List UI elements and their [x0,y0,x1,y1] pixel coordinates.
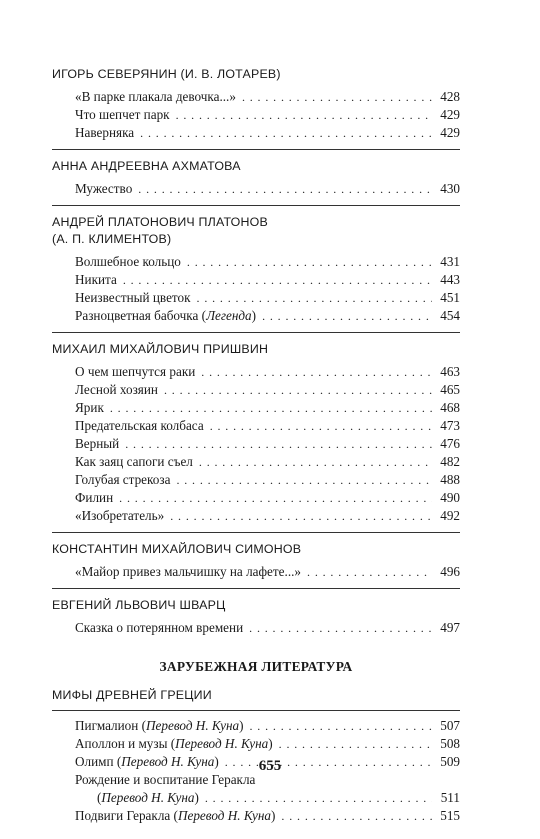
author-heading: ИГОРЬ СЕВЕРЯНИН (И. В. ЛОТАРЕВ) [52,67,281,81]
entry-page: 473 [440,418,460,433]
entry-page: 508 [440,736,460,751]
entry-title [75,735,273,753]
entry-page: 496 [440,564,460,579]
entry-title-pre: ( [97,790,102,805]
toc-entry [75,381,460,399]
author-block [52,64,460,142]
entry-title: Верный [75,436,120,451]
entry-title [75,307,256,325]
author-block [52,212,460,325]
leader-dots [176,471,432,489]
leader-dots [262,307,432,325]
entry-page: 490 [440,490,460,505]
entry-title: О чем шепчутся раки [75,364,196,379]
entry-page: 497 [440,620,460,635]
author-heading: АНДРЕЙ ПЛАТОНОВИЧ ПЛАТОНОВ [52,215,268,229]
table-of-contents [52,64,460,825]
entry-title: «Изобретатель» [75,508,165,523]
entry-title-text: Пигмалион ( [75,718,147,733]
entry-title-italic: Перевод Н. Куна [146,718,240,733]
entry-title [75,717,244,735]
section-heading: ЗАРУБЕЖНАЯ ЛИТЕРАТУРА [159,659,353,674]
entry-page: 468 [440,400,460,415]
entry-page: 431 [440,254,460,269]
leader-dots [249,619,432,637]
divider [52,149,460,150]
toc-entry [75,399,460,417]
entry-page: 492 [440,508,460,523]
leader-dots [197,289,432,307]
toc-entry [75,735,460,753]
entry-list [52,88,460,142]
entry-title: Что шепчет парк [75,107,170,122]
page-number: 655 [258,758,282,774]
leader-dots [123,271,432,289]
toc-entry [75,307,460,325]
toc-entry [75,717,460,735]
toc-entry [75,124,460,142]
toc-entry [75,619,460,637]
entry-page: 507 [440,718,460,733]
divider [52,205,460,206]
entry-title: «Майор привез мальчишку на лафете...» [75,564,302,579]
leader-dots [199,453,432,471]
leader-dots [110,399,432,417]
entry-list [52,363,460,525]
author-heading: КОНСТАНТИН МИХАЙЛОВИЧ СИМОНОВ [52,542,302,556]
toc-entry [75,489,460,507]
toc-entry [75,289,460,307]
entry-title-italic: Перевод Н. Куна [175,736,269,751]
author-block [52,685,460,704]
entry-page: 430 [440,181,460,196]
toc-entry [75,106,460,124]
entry-title-italic: Перевод Н. Куна [101,790,195,805]
entry-page: 482 [440,454,460,469]
leader-dots [119,489,432,507]
toc-entry [75,363,460,381]
entry-title-italic: Перевод Н. Куна [177,808,272,823]
entry-page: 509 [440,754,460,769]
entry-list [52,619,460,637]
entry-page: 429 [440,125,460,140]
toc-entry [75,180,460,198]
entry-title-line2 [75,789,460,807]
divider [52,588,460,589]
toc-entry [75,435,460,453]
entry-list [52,180,460,198]
entry-page: 443 [440,272,460,287]
entry-list [52,253,460,325]
entry-title: Мужество [75,181,133,196]
author-block [52,339,460,525]
leader-dots [205,789,432,807]
entry-title-end: ) [251,308,257,323]
entry-title-text: Разноцветная бабочка ( [75,308,207,323]
toc-entry [75,563,460,581]
entry-page: 463 [440,364,460,379]
author-block [52,539,460,581]
divider [52,710,460,711]
author-heading-line2: (А. П. КЛИМЕНТОВ) [52,232,172,246]
leader-dots [242,88,432,106]
toc-entry [75,253,460,271]
entry-title-end: ) [268,736,273,751]
entry-title-end: ) [194,790,199,805]
entry-title: Неизвестный цветок [75,290,191,305]
leader-dots [187,253,432,271]
entry-title: Ярик [75,400,104,415]
toc-entry [75,507,460,525]
entry-title: Предательская колбаса [75,418,204,433]
entry-page: 488 [440,472,460,487]
leader-dots [250,717,433,735]
leader-dots [125,435,432,453]
entry-title: Никита [75,272,117,287]
entry-page: 511 [440,790,460,805]
entry-page: 429 [440,107,460,122]
toc-entry [75,88,460,106]
author-heading: МИХАИЛ МИХАЙЛОВИЧ ПРИШВИН [52,342,269,356]
leader-dots [170,507,432,525]
author-heading: АННА АНДРЕЕВНА АХМАТОВА [52,159,241,173]
author-heading: ЕВГЕНИЙ ЛЬВОВИЧ ШВАРЦ [52,598,226,612]
entry-title: «В парке плакала девочка...» [75,89,236,104]
entry-title: Как заяц сапоги съел [75,454,193,469]
entry-title: Наверняка [75,125,135,140]
entry-title: Голубая стрекоза [75,472,171,487]
entry-page: 428 [440,89,460,104]
entry-page: 515 [440,808,460,823]
leader-dots [201,363,432,381]
toc-entry [75,453,460,471]
entry-title: Лесной хозяин [75,382,158,397]
leader-dots [140,124,432,142]
leader-dots [164,381,432,399]
entry-page: 451 [440,290,460,305]
entry-page: 454 [440,308,460,323]
author-block [52,595,460,637]
entry-title-end: ) [239,718,244,733]
entry-title-end: ) [214,754,219,769]
leader-dots [279,735,432,753]
entry-title-text: Аполлон и музы ( [75,736,176,751]
entry-title: Рождение и воспитание Геракла [75,772,256,787]
entry-title-text: Олимп ( [75,754,122,769]
author-heading: МИФЫ ДРЕВНЕЙ ГРЕЦИИ [52,688,212,702]
leader-dots [210,417,432,435]
leader-dots [138,180,432,198]
leader-dots [176,106,432,124]
entry-title-italic: Перевод Н. Куна [121,754,215,769]
divider [52,532,460,533]
toc-entry [75,471,460,489]
entry-page: 476 [440,436,460,451]
divider [52,332,460,333]
entry-list [52,563,460,581]
toc-entry [75,771,460,807]
entry-title-end: ) [271,808,276,823]
entry-title: Волшебное кольцо [75,254,181,269]
entry-title-cont [97,789,199,807]
entry-page: 465 [440,382,460,397]
entry-title [75,807,275,825]
author-block [52,156,460,198]
toc-entry [75,271,460,289]
toc-entry [75,417,460,435]
leader-dots [307,563,432,581]
entry-title-italic: Легенда [206,308,252,323]
entry-title-text: Подвиги Геракла ( [75,808,178,823]
entry-title: Сказка о потерянном времени [75,620,244,635]
toc-entry [75,807,460,825]
entry-title: Филин [75,490,114,505]
leader-dots [281,807,432,825]
